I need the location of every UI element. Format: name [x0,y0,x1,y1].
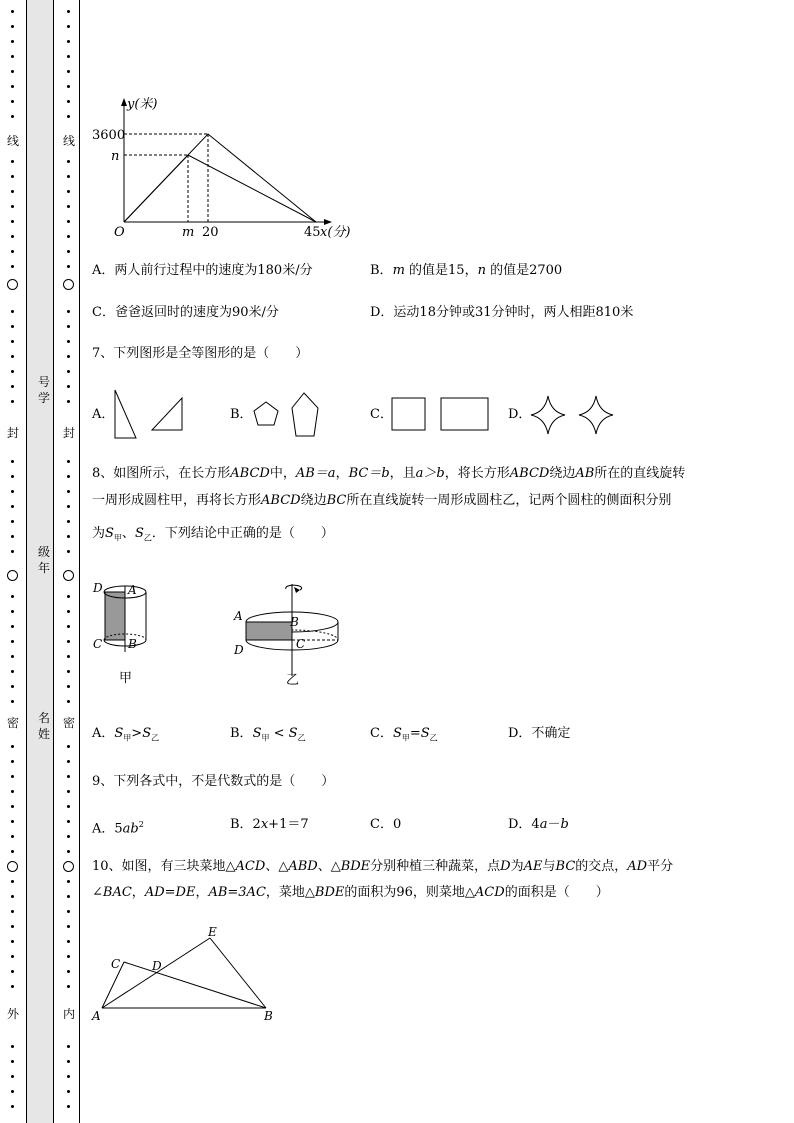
gutter-dot [11,100,14,103]
option-letter: B． [370,263,393,278]
label-d: D [152,959,162,973]
gutter-dot [11,790,14,793]
q8-option-b [230,725,306,748]
text: ∠ [92,885,103,900]
gutter-dot [11,880,14,883]
var: b [560,817,569,832]
q8-stem-line1 [92,464,685,484]
gutter-dot [67,1090,70,1093]
gutter-dot [67,745,70,748]
rotation-arrow [286,585,302,590]
gutter-dot [11,925,14,928]
inner-dot-column [56,0,82,1123]
var: AD=DE [144,885,196,900]
gutter-dot [67,895,70,898]
gutter-dot [67,520,70,523]
gutter-dot [67,115,70,118]
q10-stem-line2 [92,883,609,903]
gutter-dot [11,250,14,253]
var-s: S [134,526,144,541]
rotation-arrowhead [294,587,300,593]
gutter-dot [67,595,70,598]
gutter-dot [67,235,70,238]
label-a: A [234,609,243,623]
gutter-dot [67,1045,70,1048]
option-text: 的值是15， [404,263,478,278]
text: 所在直线旋转一周形成圆柱乙，记两个圆柱的侧面积分别 [346,493,672,508]
q7-label-a: A． [92,407,115,422]
gutter-dot [67,775,70,778]
gutter-dot [11,325,14,328]
gutter-dot [11,1060,14,1063]
origin-label: O [114,225,125,240]
gutter-dot [11,370,14,373]
gutter-dot [11,475,14,478]
gutter-dot [11,400,14,403]
gutter-dot [11,1105,14,1108]
gutter-dot [11,355,14,358]
text: 与 [542,859,556,874]
gutter-dot [67,220,70,223]
text: ， [195,885,209,900]
operator: < [273,726,285,741]
gutter-dot [67,610,70,613]
option-text: A．5 [92,821,123,837]
text: 绕边 [549,466,576,481]
option-letter: A． [92,726,115,741]
gutter-dot [67,70,70,73]
gutter-dot [67,760,70,763]
gutter-mark-wai: 外 [6,1007,19,1021]
var-s: S [252,726,262,741]
gutter-dot [67,805,70,808]
gutter-circle [63,570,74,581]
label-text: 名姓 [37,711,50,741]
q7-figure-c [390,396,494,434]
gutter-dot [11,505,14,508]
label-e: E [208,925,217,939]
var: ACD [474,885,505,900]
operator: > [131,726,143,741]
sub: 乙 [143,533,152,543]
gutter-dot [67,820,70,823]
gutter-dot [67,205,70,208]
gutter-dot [11,115,14,118]
x-tick-m: m [182,225,195,240]
q6-option-b [370,262,562,280]
gutter-dot [11,850,14,853]
gutter-dot [67,490,70,493]
y-axis-label: y(米) [127,97,158,112]
var: x [260,817,269,832]
var: BDE [314,885,345,900]
var: BC＝b [348,466,390,481]
var: AB=3AC [208,885,266,900]
var-s: S [420,726,430,741]
gutter-circle [63,861,74,872]
gutter-dot [67,370,70,373]
q7-label-d: D． [508,407,532,422]
sub: 甲 [113,533,122,543]
var-s: S [114,726,124,741]
text: ，且 [389,466,416,481]
q9-option-d [508,816,569,834]
text: 绕边 [300,493,327,508]
gutter-dot [11,625,14,628]
q8-option-a [92,725,159,748]
text: 一周形成圆柱甲，再将长方形 [92,493,262,508]
text: 的面积为96，则菜地△ [344,885,475,900]
gutter-dot [67,985,70,988]
gutter-dot [11,490,14,493]
sub: 乙 [151,733,160,743]
gutter-dot [11,25,14,28]
gutter-dot [67,1105,70,1108]
text: 、△ [265,859,289,874]
gutter-dot [11,700,14,703]
gutter-mark-mi: 密 [6,716,19,730]
caption-jia: 甲 [119,671,133,686]
var: AB [575,466,595,481]
gutter-dot [67,970,70,973]
var: D [500,859,511,874]
gutter-dot [11,85,14,88]
gutter-dot [11,1090,14,1093]
gutter-circle [7,861,18,872]
q8-option-c [370,725,438,748]
q7-figure-a [112,386,192,442]
gutter-dot [67,310,70,313]
gutter-mark-xian: 线 [62,134,75,148]
text: 为 [92,526,106,541]
text: ，菜地△ [265,885,315,900]
var-s: S [142,726,152,741]
label-d: D [93,581,103,595]
gutter-dot [67,835,70,838]
option-letter: C． [370,726,393,741]
operator: = [409,726,421,741]
label-b: B [290,615,299,629]
sub: 甲 [401,733,410,743]
label-b: B [128,637,137,651]
rectangle-abcd [246,622,292,640]
gutter-dot [11,820,14,823]
gutter-dot [11,805,14,808]
gutter-dot [11,160,14,163]
gutter-dot [67,325,70,328]
gutter-dot [11,385,14,388]
q8-stem-line2 [92,491,671,511]
option-text: +1＝7 [268,817,309,832]
var: ACD [235,859,266,874]
text: ，将长方形 [444,466,510,481]
gutter-dot [67,460,70,463]
option-text: D．4 [508,817,540,832]
x-tick-20: 20 [202,225,219,240]
gutter-dot [67,700,70,703]
star-left [531,396,565,434]
q6-option-a: A．两人前行过程中的速度为180米/分 [92,263,313,278]
gutter-dot [11,610,14,613]
gutter-dot [67,10,70,13]
gutter-circle [7,279,18,290]
gutter-dot [11,310,14,313]
text: 平分 [647,859,674,874]
gutter-dot [11,670,14,673]
gutter-dot [67,955,70,958]
gutter-dot [67,400,70,403]
gutter-dot [67,1075,70,1078]
q9-option-c: C．0 [370,817,402,832]
var: AE [523,859,543,874]
star-right [579,396,613,434]
gutter-dot [11,190,14,193]
gutter-dot [11,1045,14,1048]
var: BAC [102,885,132,900]
label-text: 号学 [37,375,50,405]
gutter-dot [67,175,70,178]
q7-label-c: C． [370,407,393,422]
text: 所在的直线旋转 [594,466,686,481]
text: ．下列结论中正确的是（ ） [151,526,334,541]
cylinder-jia-figure [88,578,168,686]
var: ABCD [261,493,301,508]
small-pentagon [254,402,278,425]
gutter-dot [11,10,14,13]
gutter-dot [67,940,70,943]
label-d: D [234,643,244,657]
square [392,398,425,430]
gutter-mark-feng: 封 [6,426,19,440]
exponent: 2 [138,820,144,829]
gutter-dot [67,385,70,388]
option-text: B．2 [230,817,261,832]
gutter-dot [67,685,70,688]
text: 8、如图所示，在长方形 [92,466,231,481]
y-tick-n: n [111,149,120,164]
var-s: S [105,526,114,541]
var-n: n [477,263,486,278]
gutter-mark-nei: 内 [62,1007,75,1021]
q9-option-a [92,816,144,838]
gutter-dot [11,70,14,73]
var: ABCD [509,466,550,481]
gutter-dot [11,985,14,988]
label-c: C [93,637,103,651]
gutter-dot [11,520,14,523]
label-a: A [128,583,137,597]
gutter-dot [67,505,70,508]
gutter-dot [11,745,14,748]
gutter-dot [67,925,70,928]
text: 、 [121,526,135,541]
gutter-dot [11,1075,14,1078]
gutter-mark-feng: 封 [62,426,75,440]
gutter-dot [11,640,14,643]
gutter-dot [11,55,14,58]
sub: 乙 [429,733,438,743]
gutter-dot [67,475,70,478]
gutter-dot [67,655,70,658]
gutter-dot [11,460,14,463]
label-c: C [111,957,121,971]
large-pentagon [292,393,318,436]
segment-eb [210,938,266,1008]
gutter-dot [67,340,70,343]
q9-option-b [230,816,309,834]
text: 10、如图，有三块菜地△ [92,859,236,874]
gutter-dot [67,640,70,643]
text: ， [131,885,145,900]
small-triangle [152,398,182,430]
gutter-dot [67,670,70,673]
q7-stem: 7、下列图形是全等图形的是（ ） [92,346,309,361]
gutter-dot [11,595,14,598]
gutter-dot [67,1060,70,1063]
gutter-mark-xian: 线 [6,134,19,148]
gutter-dot [11,835,14,838]
sub: 甲 [261,733,270,743]
line-father [124,134,316,222]
gutter-dot [11,550,14,553]
label-c: C [296,637,306,651]
gutter-dot [67,160,70,163]
var: AB＝a [295,466,336,481]
text: 分别种植三种蔬菜，点 [370,859,501,874]
gutter-dot [11,340,14,343]
label-a: A [92,1009,101,1023]
gutter-dot [11,220,14,223]
var-s: S [288,726,298,741]
gutter-dot [67,100,70,103]
gutter-dot [11,760,14,763]
gutter-dot [11,685,14,688]
line-son [124,155,316,222]
label-b: B [264,1009,273,1023]
gutter-dot [11,205,14,208]
x-axis-label: x(分) [320,225,350,240]
var: ab [122,821,139,837]
gutter-dot [67,790,70,793]
var: AD [627,859,648,874]
gutter-circle [63,279,74,290]
var-s: S [392,726,402,741]
gutter-dot [67,190,70,193]
option-letter: B． [230,726,253,741]
gutter-dot [11,895,14,898]
text: 的交点， [575,859,628,874]
gutter-dot [67,55,70,58]
option-text: 的值是2700 [485,263,563,278]
var: ABD [288,859,318,874]
var-m: m [392,263,405,278]
segment-cb [124,962,266,1008]
text: 、△ [317,859,341,874]
rectangle [441,398,488,430]
var: a＞b [415,466,445,481]
var: BC [326,493,347,508]
gutter-circle [7,570,18,581]
gutter-dot [67,25,70,28]
text: 中， [269,466,296,481]
sub: 乙 [297,733,306,743]
gutter-dot [11,235,14,238]
gutter-dot [11,910,14,913]
operator: － [547,817,561,832]
q8-option-d: D．不确定 [508,726,571,741]
gutter-dot [11,955,14,958]
gutter-dot [11,40,14,43]
x-tick-45: 45 [304,225,321,240]
gutter-dot [11,970,14,973]
q10-triangle-figure [88,924,284,1028]
gutter-dot [11,175,14,178]
caption-yi: 乙 [286,673,300,688]
gutter-outer-column [0,0,26,1123]
gutter-dot [67,355,70,358]
gutter-dot [11,655,14,658]
sub: 甲 [123,733,132,743]
text: 的面积是（ ） [504,885,609,900]
cylinder-yi-figure [230,580,350,688]
text: 为 [510,859,524,874]
var: a [539,817,548,832]
q7-figure-b [250,390,325,442]
var: ABCD [230,466,270,481]
gutter-dot [67,880,70,883]
gutter-dot [11,775,14,778]
gutter-dot [67,40,70,43]
gutter-dot [67,910,70,913]
gutter-dot [67,265,70,268]
q9-stem: 9、下列各式中，不是代数式的是（ ） [92,774,335,789]
gutter-dot [67,85,70,88]
q8-stem-line3 [92,524,334,549]
var: BDE [340,859,371,874]
gutter-inner-column [54,0,80,1123]
label-text: 级年 [37,545,50,575]
var: BC [555,859,576,874]
text: ， [335,466,349,481]
y-tick-3600: 3600 [92,128,126,143]
q7-label-b: B． [230,407,253,422]
gutter-dot [67,850,70,853]
gutter-dot [11,940,14,943]
gutter-dot [11,535,14,538]
q6-option-c: C．爸爸返回时的速度为90米/分 [92,305,279,320]
distance-time-graph [90,92,350,242]
q7-figure-d [528,394,618,436]
gutter-dot [67,535,70,538]
rectangle-abcd [105,592,125,640]
gutter-dot [67,550,70,553]
gutter-mark-mi: 密 [62,716,75,730]
outer-dot-column [0,0,26,1123]
q6-option-d: D．运动18分钟或31分钟时，两人相距810米 [370,305,634,320]
gutter-dot [67,625,70,628]
gutter-dot [11,265,14,268]
gutter-dot [67,250,70,253]
q10-stem-line1 [92,857,673,877]
tall-triangle [115,390,136,438]
